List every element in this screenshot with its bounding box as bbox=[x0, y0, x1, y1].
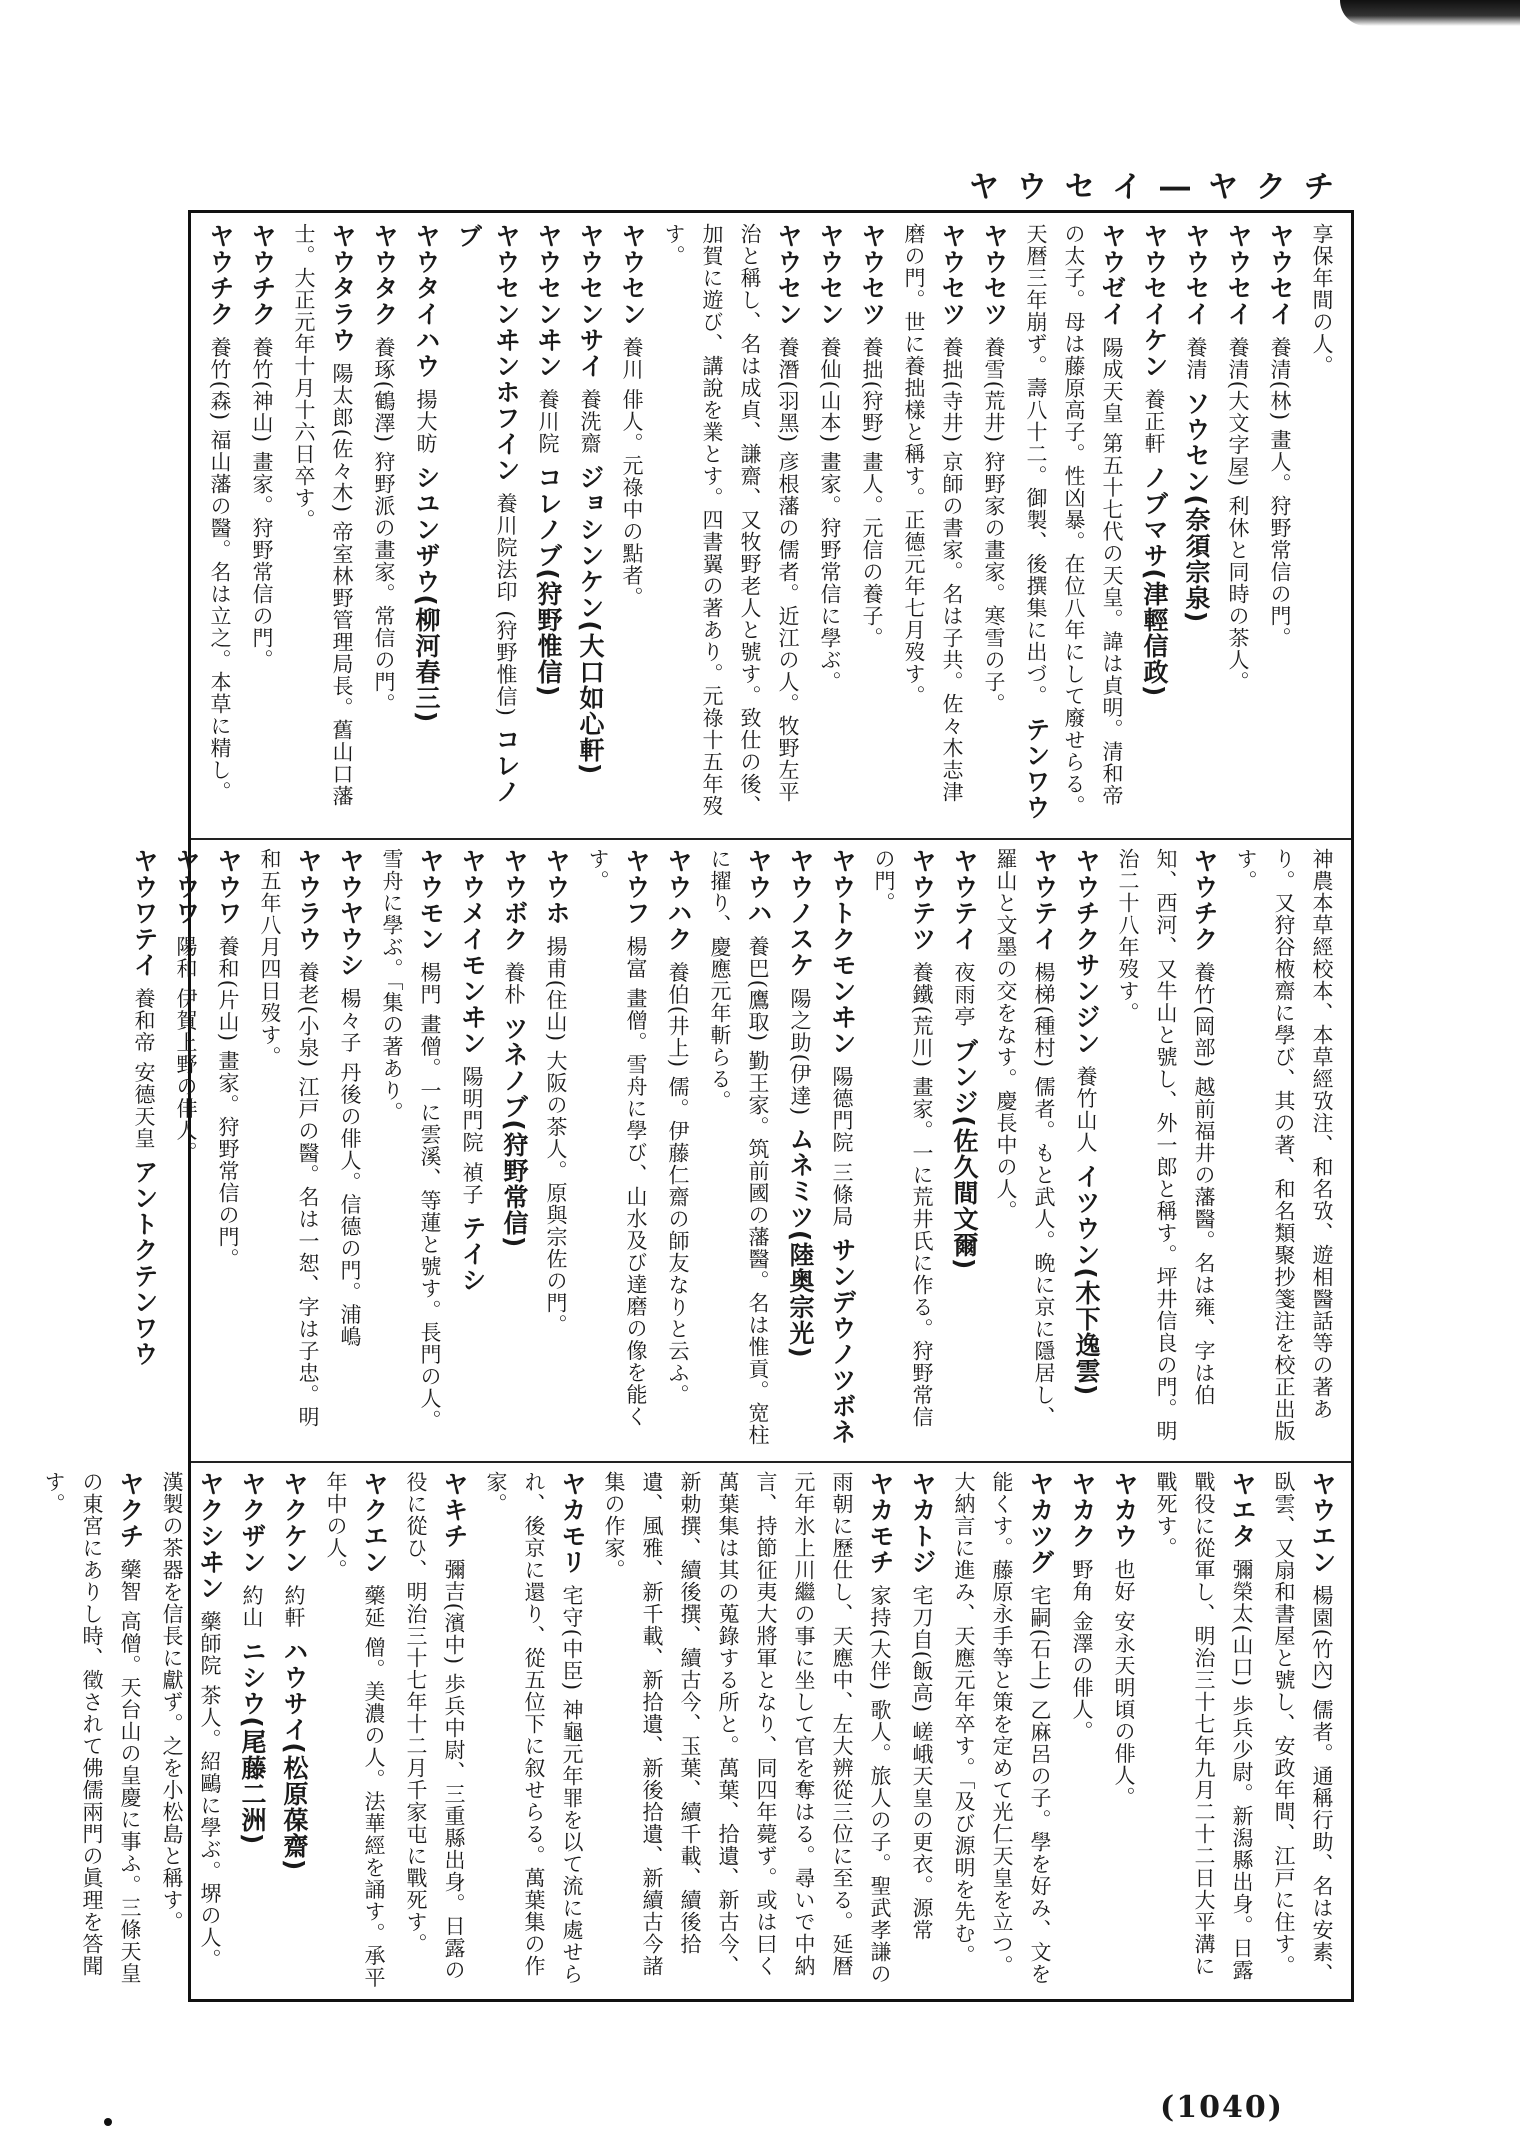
entry-text: 養潛(羽黑) 彦根藩の儒者。近江の人。牧野左平治と稱し、名は成貞、謙齋、又牧野老人と號す。致仕の後、加賀に遊び、講說を業とす。四書翼の著あり。元祿十五年歿す。 bbox=[662, 223, 800, 817]
entry-headword: ヤウチク bbox=[248, 223, 277, 337]
entry-text: 宅刀自(飯高) 嵯峨天皇の更衣。源常 bbox=[910, 1584, 934, 1941]
dictionary-entry bbox=[945, 1471, 1059, 1991]
entry-cross-reference: アントクテンワウ bbox=[130, 1149, 159, 1368]
running-head: ヤウセイ―ヤクチ bbox=[968, 170, 1352, 205]
dictionary-entry bbox=[903, 1471, 941, 1991]
dictionary-entry bbox=[895, 223, 971, 823]
entry-headword: ヤウメイモンヰン bbox=[458, 848, 487, 1066]
entry-text: 約軒 bbox=[282, 1584, 306, 1629]
dictionary-entry bbox=[243, 223, 281, 823]
entry-text: 養清(林) 畫人。狩野常信の門。 bbox=[1268, 336, 1292, 649]
entry-text: 養竹(神山) 畫家。狩野常信の門。 bbox=[250, 336, 274, 671]
dictionary-entry bbox=[975, 223, 1013, 823]
entry-text: 養仙(山本) 畫家。狩野常信に學ぶ。 bbox=[818, 336, 842, 693]
dictionary-entry bbox=[1147, 1471, 1261, 1991]
entry-headword: ヤクシヰン bbox=[196, 1471, 225, 1611]
entry-headword: ヤクザン bbox=[238, 1471, 267, 1585]
entry-headword: ヤウフ bbox=[622, 848, 651, 936]
dictionary-entry bbox=[251, 848, 327, 1448]
entry-text: 楊園(竹內) 儒者。通稱行助、名は安素、臥雲、又扇和書屋と號し、安政年間、江戸に住す。 bbox=[1272, 1471, 1334, 1985]
dictionary-entry bbox=[167, 848, 205, 1448]
dictionary-entry bbox=[613, 223, 651, 823]
dictionary-entry bbox=[495, 848, 533, 1448]
entry-headword: ヤウタク bbox=[370, 223, 399, 337]
dictionary-entry bbox=[1105, 1471, 1143, 1991]
entry-headword: ヤカウ bbox=[1110, 1471, 1139, 1559]
dictionary-entry bbox=[865, 848, 941, 1448]
entry-headword: ヤカク bbox=[1068, 1471, 1097, 1559]
middle-tier bbox=[130, 848, 1341, 1448]
dictionary-frame bbox=[42, 210, 1354, 2002]
tier-divider-2 bbox=[191, 1461, 1351, 1463]
dictionary-entry bbox=[407, 223, 445, 823]
entry-headword: ヤカツグ bbox=[1026, 1471, 1055, 1585]
entry-headword: ヤウセンヰン bbox=[534, 223, 563, 389]
entry-headword: ヤクケン bbox=[280, 1471, 309, 1585]
dictionary-entry bbox=[449, 223, 525, 823]
entry-text: 養竹(岡部) 越前福井の藩醫。名は雍、字は伯知、西河、又牛山と號し、外一郎と稱す。坪井信良の門。明治二十八年歿す。 bbox=[1116, 848, 1216, 1442]
entry-headword: ヤウタラウ bbox=[328, 223, 357, 363]
entry-text: 陽成天皇 第五十七代の天皇。諱は貞明。清和帝の太子。母は藤原高子。性凶暴。在位八年にして廢せらる。天暦三年崩ず。壽八十二。御製、後撰集に出づ。 bbox=[1024, 223, 1124, 817]
entry-headword: ヤエタ bbox=[1228, 1471, 1257, 1559]
entry-headword: ヤウワ bbox=[172, 848, 201, 936]
entry-cross-reference: シユンザウ(柳河春三) bbox=[412, 454, 441, 724]
entry-text: 楊々子 丹後の俳人。信德の門。浦嶋 bbox=[338, 987, 362, 1348]
entry-headword: ヤウタイハウ bbox=[412, 223, 441, 389]
entry-text: 養洗齋 bbox=[578, 388, 602, 455]
entry-headword: ヤウセイ bbox=[1224, 223, 1253, 337]
entry-text: 養伯(井上) 儒。伊藤仁齋の師友なりと云ふ。 bbox=[666, 961, 690, 1406]
entry-cross-reference: コレノブ bbox=[454, 223, 521, 805]
dictionary-entry bbox=[477, 1471, 591, 1991]
entry-headword: ヤウトクモンヰン bbox=[828, 848, 857, 1066]
dictionary-entry bbox=[659, 848, 697, 1448]
entry-headword: ヤウエン bbox=[1308, 1471, 1337, 1585]
bottom-tier bbox=[42, 1471, 1341, 1991]
entry-text: 養雪(荒井) 狩野家の畫家。寒雪の子。 bbox=[982, 336, 1006, 715]
entry-headword: ヤウワテイ bbox=[130, 848, 159, 988]
entry-cross-reference: コレノブ(狩野惟信) bbox=[534, 454, 563, 698]
entry-headword: ヤウチクサンジン bbox=[1072, 848, 1101, 1066]
entry-text: 藥師院 茶人。紹鷗に學ぶ。堺の人。漢製の茶器を信長に獻ず。之を小松島と稱す。 bbox=[160, 1471, 222, 1971]
dictionary-entry bbox=[201, 223, 239, 823]
entry-text: 楊門 畫僧。一に雲溪、等蓮と號す。長門の人。雪舟に學ぶ。「集の著あり。 bbox=[380, 848, 442, 1432]
entry-headword: ヤカモチ bbox=[866, 1471, 895, 1585]
entry-text: 養竹(森) 福山藩の醫。名は立之。本草に精し。 bbox=[208, 336, 232, 803]
entry-headword: ヤウセツ bbox=[980, 223, 1009, 337]
entry-text: 養清 bbox=[1184, 336, 1208, 381]
entry-text: 享保年間の人。 bbox=[1310, 223, 1334, 377]
entry-text: 野角 金澤の俳人。 bbox=[1070, 1558, 1094, 1743]
entry-text: 養竹山人 bbox=[1074, 1065, 1098, 1154]
entry-text: 養和(片山) 畫家。狩野常信の門。 bbox=[216, 935, 240, 1270]
dictionary-entry bbox=[365, 223, 403, 823]
entry-cross-reference: ニシウ(尾藤二洲) bbox=[238, 1628, 267, 1846]
entry-cross-reference: ブンジ(佐久間文爾) bbox=[950, 1027, 979, 1271]
entry-headword: ヤウモン bbox=[416, 848, 445, 962]
entry-cross-reference: ツネノブ(狩野常信) bbox=[500, 1005, 529, 1249]
top-tier bbox=[201, 223, 1341, 823]
dictionary-entry bbox=[537, 848, 575, 1448]
entry-text: 養琢(鶴澤) 狩野派の畫家。常信の門。 bbox=[372, 336, 396, 715]
dictionary-entry bbox=[1219, 223, 1257, 823]
entry-text: 宅守(中臣) 神龜元年罪を以て流に處せられ、後京に還り、從五位下に叙せらる。萬葉集の作家。 bbox=[484, 1471, 584, 1985]
entry-text: 陽之助(伊達) bbox=[788, 987, 812, 1117]
dictionary-entry bbox=[571, 223, 609, 823]
dictionary-entry bbox=[1063, 1471, 1101, 1991]
entry-text: 也好 安永天明頃の俳人。 bbox=[1112, 1558, 1136, 1809]
entry-headword: ヤキチ bbox=[440, 1471, 469, 1559]
entry-headword: ヤウホ bbox=[542, 848, 571, 936]
dictionary-entry bbox=[655, 223, 807, 823]
entry-cross-reference: イツウン(木下逸雲) bbox=[1072, 1153, 1101, 1397]
entry-headword: ヤウセン bbox=[816, 223, 845, 337]
entry-cross-reference: ソウセン(奈須宗泉) bbox=[1182, 380, 1211, 624]
entry-text: 藥延 僧。美濃の人。法華經を誦す。承平年中の人。 bbox=[324, 1471, 386, 1989]
dictionary-entry bbox=[373, 848, 449, 1448]
page-edge-shadow bbox=[1340, 0, 1520, 26]
dictionary-entry bbox=[987, 848, 1063, 1448]
entry-headword: ヤクエン bbox=[360, 1471, 389, 1585]
entry-headword: ヤウテイ bbox=[950, 848, 979, 962]
page-number: (1040) bbox=[1160, 2090, 1284, 2125]
entry-cross-reference: テンワウ bbox=[1022, 707, 1051, 821]
entry-text: 陽明門院 禎子 bbox=[460, 1065, 484, 1206]
entry-text: 養正軒 bbox=[1142, 388, 1166, 455]
dictionary-entry bbox=[317, 1471, 393, 1991]
entry-headword: ヤウヤウシ bbox=[336, 848, 365, 988]
entry-text: 養巴(鷹取) 勤王家。筑前國の藩醫。名は惟貢。宽柱に擢り、慶應元年斬らる。 bbox=[708, 848, 770, 1446]
dictionary-entry bbox=[1261, 223, 1299, 823]
dictionary-entry bbox=[823, 848, 861, 1448]
entry-text: 陽和 伊賀上野の俳人。 bbox=[174, 935, 198, 1164]
entry-headword: ヤカモリ bbox=[558, 1471, 587, 1585]
entry-headword: ヤウラウ bbox=[294, 848, 323, 962]
entry-text: 陽德門院 三條局 bbox=[830, 1065, 854, 1228]
entry-headword: ヤウテイ bbox=[1030, 848, 1059, 962]
dictionary-entry bbox=[811, 223, 849, 823]
dictionary-entry bbox=[153, 1471, 229, 1991]
entry-headword: ヤウセイ bbox=[1182, 223, 1211, 337]
entry-headword: ヤウチク bbox=[206, 223, 235, 337]
entry-text: 約山 bbox=[240, 1584, 264, 1629]
entry-headword: ヤウワ bbox=[214, 848, 243, 936]
entry-text: 揚甫(住山) 大阪の茶人。原與宗佐の門。 bbox=[544, 935, 568, 1336]
dictionary-entry bbox=[331, 848, 369, 1448]
entry-text: 養川院法印 (狩野惟信) bbox=[494, 492, 518, 717]
dictionary-entry bbox=[1177, 223, 1215, 823]
entry-text: 養川 俳人。元祿中の點者。 bbox=[620, 336, 644, 609]
entry-text: 養朴 bbox=[502, 961, 526, 1006]
dictionary-entry bbox=[781, 848, 819, 1448]
dictionary-entry bbox=[35, 1471, 149, 1991]
entry-text: 宅嗣(石上) 乙麻呂の子。學を好み、文を能くす。藤原永手等と策を定めて光仁天皇を立つ。大納言に進み、天應元年卒す。「及び源明を先む。 bbox=[952, 1471, 1052, 1985]
entry-text: 藥智 高僧。天台山の皇慶に事ふ。三條天皇の東宮にありし時、徵されて佛儒兩門の眞理を答聞す。 bbox=[42, 1471, 142, 1985]
entry-cross-reference: ノブマサ(津輕信政) bbox=[1140, 454, 1169, 698]
entry-headword: ヤウゼイ bbox=[1098, 223, 1127, 337]
dictionary-entry bbox=[1135, 223, 1173, 823]
entry-text: 家持(大伴) 歌人。旅人の子。聖武孝謙の雨朝に歷仕し、天應中、左大辨從三位に至る。延暦元年氷上川繼の事に坐して官を奪はる。尋いで中納言、持節征夷大將軍となり、同四年薨ず。或は曰く萬葉集は其の蒐錄する所と。萬葉、拾遺、新古今、新勅撰、續後撰、續古今、玉葉、續千載、續後拾遺、風雅、新千載、新拾遺、新後拾遺、新續古今諸集の作家。 bbox=[602, 1471, 892, 1985]
dictionary-entry bbox=[701, 848, 777, 1448]
entry-text: 彌榮太(山口) 歩兵少尉。新潟縣出身。日露戰役に從軍し、明治三十七年九月二十二日大平溝に戰死す。 bbox=[1154, 1471, 1254, 1981]
dictionary-entry bbox=[1017, 223, 1131, 823]
dictionary-entry bbox=[209, 848, 247, 1448]
entry-headword: ヤウノスケ bbox=[786, 848, 815, 988]
dictionary-entry bbox=[453, 848, 491, 1448]
entry-text: 養和帝 安德天皇 bbox=[132, 987, 156, 1150]
entry-headword: ヤウセツ bbox=[858, 223, 887, 337]
tier-divider-1 bbox=[191, 838, 1351, 840]
entry-text: 養川院 bbox=[536, 388, 560, 455]
entry-headword: ヤカトジ bbox=[908, 1471, 937, 1585]
dictionary-entry bbox=[1109, 848, 1223, 1448]
dictionary-entry bbox=[275, 1471, 313, 1991]
entry-headword: ヤウボク bbox=[500, 848, 529, 962]
dictionary-entry bbox=[233, 1471, 271, 1991]
entry-headword: ヤクチ bbox=[116, 1471, 145, 1559]
dictionary-entry bbox=[285, 223, 361, 823]
entry-text: 陽太郎(佐々木) 帝室林野管理局長。舊山口藩士。大正元年十月十六日卒す。 bbox=[292, 223, 354, 807]
entry-headword: ヤウチク bbox=[1190, 848, 1219, 962]
entry-text: 養拙(狩野) 畫人。元信の養子。 bbox=[860, 336, 884, 649]
entry-text: 彌吉(濱中) 歩兵中尉、三重縣出身。日露の役に從ひ、明治三十七年十二月千家屯に戰死す。 bbox=[404, 1471, 466, 1981]
dictionary-entry bbox=[1265, 1471, 1341, 1991]
entry-text: 養拙(寺井) 京師の書家。名は子共。佐々木志津磨の門。世に養拙樣と稱す。正德元年七月歿す。 bbox=[902, 223, 964, 803]
dictionary-entry bbox=[579, 848, 655, 1448]
entry-cross-reference: ジョシンケン(大口如心軒) bbox=[576, 454, 605, 776]
entry-text: 神農本草經校本、本草經攷注、和名攷、遊相醫話等の著あり。又狩谷棭齋に學び、其の著、和名類聚抄箋注を校正出版す。 bbox=[1234, 848, 1334, 1442]
entry-headword: ヤウセイ bbox=[1266, 223, 1295, 337]
entry-headword: ヤウテツ bbox=[908, 848, 937, 962]
dictionary-entry bbox=[1227, 848, 1341, 1448]
entry-headword: ヤウセンサイ bbox=[576, 223, 605, 389]
dictionary-entry bbox=[945, 848, 983, 1448]
entry-headword: ヤウセン bbox=[618, 223, 647, 337]
entry-cross-reference: ハウサイ(松原葆齋) bbox=[280, 1628, 309, 1872]
entry-headword: ヤウセンヰンホフイン bbox=[492, 223, 521, 493]
entry-cross-reference: サンデウノツボネ bbox=[828, 1227, 857, 1446]
stray-dot bbox=[104, 2118, 112, 2126]
entry-headword: ヤウセイケン bbox=[1140, 223, 1169, 389]
dictionary-entry bbox=[529, 223, 567, 823]
entry-text: 揚大昉 bbox=[414, 388, 438, 455]
entry-headword: ヤウハク bbox=[664, 848, 693, 962]
entry-text: 楊梯(種村) 儒者。もと武人。晩に京に隱居し、羅山と文墨の交をなす。慶長中の人。 bbox=[994, 848, 1056, 1428]
entry-text: 養清(大文字屋) 利休と同時の茶人。 bbox=[1226, 336, 1250, 693]
entry-cross-reference: テイシ bbox=[458, 1205, 487, 1294]
entry-headword: ヤウセン bbox=[774, 223, 803, 337]
entry-text: 夜雨亭 bbox=[952, 961, 976, 1028]
dictionary-entry bbox=[595, 1471, 899, 1991]
entry-text: 養鐵(荒川) 畫家。一に荒井氏に作る。狩野常信の門。 bbox=[872, 848, 934, 1428]
entry-headword: ヤウハ bbox=[744, 848, 773, 936]
entry-text: 養老(小泉) 江戸の醫。名は一恕、字は子忠。明和五年八月四日歿す。 bbox=[258, 848, 320, 1428]
dictionary-entry bbox=[125, 848, 163, 1448]
entry-cross-reference: ムネミツ(陸奥宗光) bbox=[786, 1116, 815, 1359]
dictionary-entry bbox=[1303, 223, 1341, 823]
dictionary-entry bbox=[397, 1471, 473, 1991]
dictionary-entry bbox=[1067, 848, 1105, 1448]
dictionary-entry bbox=[853, 223, 891, 823]
entry-text: 楊富 畫僧。雪舟に學び、山水及び達磨の像を能くす。 bbox=[586, 848, 648, 1428]
entry-headword: ヤウセツ bbox=[938, 223, 967, 337]
